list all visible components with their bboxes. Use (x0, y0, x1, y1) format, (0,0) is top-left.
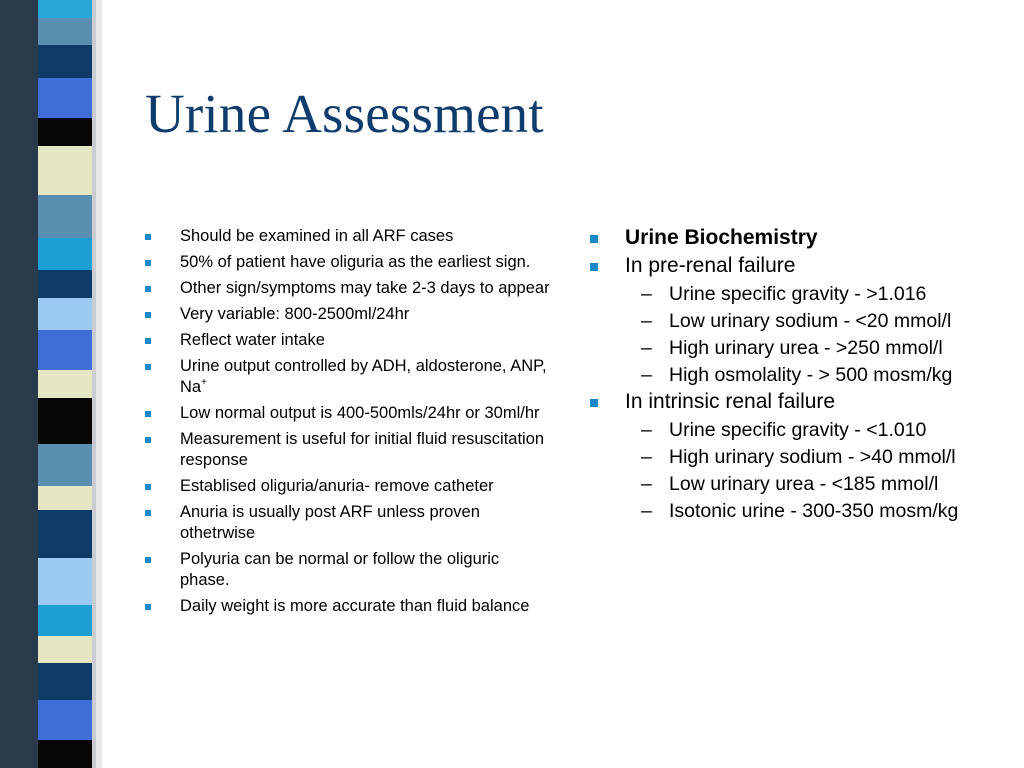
bullet-item (141, 403, 551, 424)
bullet-square-icon (145, 437, 151, 443)
bullet-square-icon (145, 604, 151, 610)
bullet-text: In pre-renal failure (625, 254, 796, 277)
bullet-text: Anuria is usually post ARF unless proven othetrwise (180, 503, 480, 542)
sub-bullet-list (625, 419, 1006, 522)
dash-icon: – (641, 364, 652, 386)
bullet-text: Very variable: 800-2500ml/24hr (180, 305, 410, 323)
bullet-text: 50% of patient have oliguria as the earliest sign. (180, 253, 531, 271)
bullet-text: Reflect water intake (180, 331, 325, 349)
slide-title: Urine Assessment (145, 83, 544, 144)
bullet-item (141, 429, 551, 471)
bullet-square-icon (590, 235, 598, 243)
bullet-item (141, 278, 551, 299)
sub-bullet-text: Low urinary sodium - <20 mmol/l (669, 310, 952, 332)
left-bullet-list (141, 226, 551, 622)
bullet-text: Should be examined in all ARF cases (180, 227, 454, 245)
bullet-item (141, 330, 551, 351)
sub-bullet-text: Isotonic urine - 300-350 mosm/kg (669, 500, 959, 522)
bullet-square-icon (145, 312, 151, 318)
sub-bullet-item (586, 473, 1006, 495)
bullet-square-icon (145, 338, 151, 344)
dash-icon: – (641, 310, 652, 332)
sub-bullet-text: High urinary sodium - >40 mmol/l (669, 446, 956, 468)
bullet-square-icon (590, 263, 598, 271)
dash-icon: – (641, 473, 652, 495)
bullet-square-icon (145, 411, 151, 417)
decorative-color-strip (0, 0, 120, 768)
bullet-square-icon (145, 510, 151, 516)
color-block-graphic (0, 0, 120, 768)
bullet-square-icon (145, 364, 151, 370)
bullet-square-icon (145, 557, 151, 563)
bullet-item (141, 304, 551, 325)
sub-bullet-text: High urinary urea - >250 mmol/l (669, 337, 943, 359)
bullet-text: Other sign/symptoms may take 2-3 days to appear (180, 279, 550, 297)
bullet-square-icon (145, 234, 151, 240)
bullet-item (586, 226, 1006, 250)
bullet-item (586, 390, 1006, 522)
dash-icon: – (641, 500, 652, 522)
dash-icon: – (641, 419, 652, 441)
sub-bullet-text: Urine specific gravity - <1.010 (669, 419, 927, 441)
sub-bullet-list (625, 283, 1006, 386)
bullet-text: Measurement is useful for initial fluid resuscitation response (180, 430, 545, 469)
bullet-item (141, 252, 551, 273)
sub-bullet-item (586, 500, 1006, 522)
sub-bullet-text: Urine specific gravity - >1.016 (669, 283, 927, 305)
bullet-text: Urine output controlled by ADH, aldosterone, ANP, Na+ (180, 357, 547, 396)
dash-icon: – (641, 283, 652, 305)
sub-bullet-item (586, 283, 1006, 305)
superscript-text: + (201, 377, 207, 388)
right-bullet-list (586, 226, 1006, 522)
dash-icon: – (641, 446, 652, 468)
bullet-square-icon (590, 399, 598, 407)
sub-bullet-item (586, 419, 1006, 441)
sub-bullet-text: Low urinary urea - <185 mmol/l (669, 473, 939, 495)
bullet-item (141, 502, 551, 544)
bullet-square-icon (145, 260, 151, 266)
bullet-text: Low normal output is 400-500mls/24hr or 30ml/hr (180, 404, 540, 422)
bullet-square-icon (145, 286, 151, 292)
bullet-text: Establised oliguria/anuria- remove catheter (180, 477, 494, 495)
sub-bullet-item (586, 310, 1006, 332)
bullet-item (141, 356, 551, 398)
bullet-text: Polyuria can be normal or follow the oliguric phase. (180, 550, 500, 589)
dash-icon: – (641, 337, 652, 359)
sub-bullet-text: High osmolality - > 500 mosm/kg (669, 364, 953, 386)
bullet-item (141, 226, 551, 247)
bullet-item (141, 476, 551, 497)
bullet-item (586, 254, 1006, 386)
bullet-square-icon (145, 484, 151, 490)
bullet-item (141, 596, 551, 617)
sub-bullet-item (586, 337, 1006, 359)
bullet-text: Daily weight is more accurate than fluid balance (180, 597, 530, 615)
sub-bullet-item (586, 364, 1006, 386)
bullet-item (141, 549, 551, 591)
section-heading: Urine Biochemistry (625, 226, 818, 249)
bullet-text: In intrinsic renal failure (625, 390, 836, 413)
sub-bullet-item (586, 446, 1006, 468)
